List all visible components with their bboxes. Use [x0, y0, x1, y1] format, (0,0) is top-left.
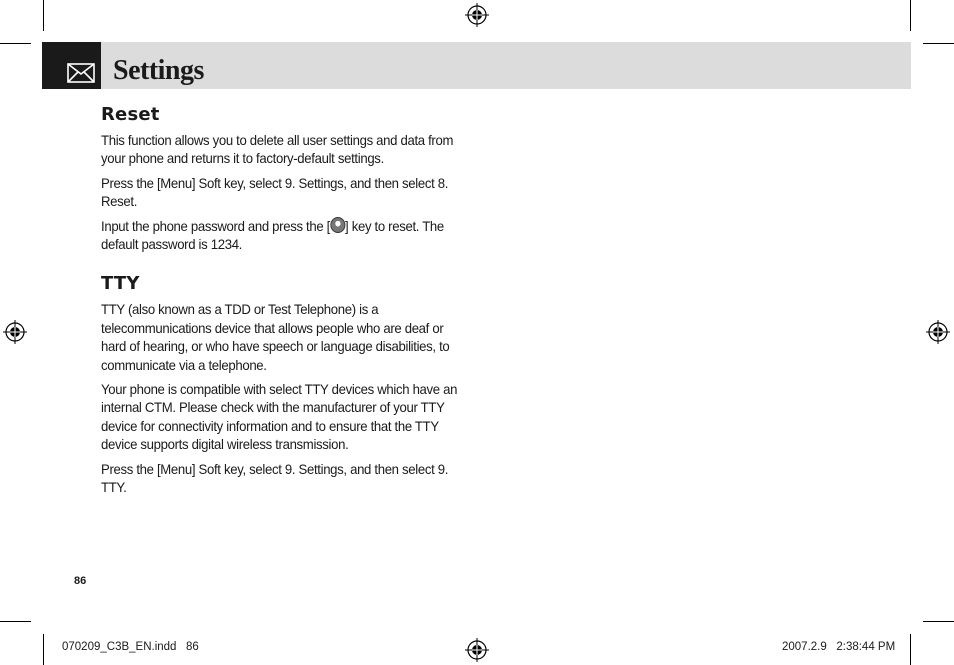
page-number: 86 [74, 575, 87, 587]
crop-mark [0, 621, 31, 622]
paragraph: Your phone is compatible with select TTY devices which have an internal CTM. Please check with the manufacturer of your TTY device for connectivity information and to ensure that the TTY device supports digital wireless transmission. [101, 381, 458, 453]
envelope-icon [67, 63, 95, 83]
crop-mark [43, 634, 44, 665]
paragraph-text: ] key to reset. The default password is 1234. [101, 217, 444, 253]
print-slug-timestamp: 2007.2.9 2:38:44 PM [782, 641, 896, 653]
paragraph: TTY (also known as a TDD or Test Telephone) is a telecommunications device that allows people who are deaf or hard of hearing, or who have speech or language disabilities, to communicate via a telephone. [101, 301, 450, 373]
paragraph: This function allows you to delete all user settings and data from your phone and returns it to factory-default settings. [101, 132, 454, 167]
crop-mark [910, 0, 911, 31]
paragraph: Press the [Menu] Soft key, select 9. Settings, and then select 8. Reset. [101, 174, 449, 210]
registration-mark-icon [926, 320, 950, 344]
section-heading: Reset [101, 104, 160, 125]
crop-mark [0, 43, 31, 44]
registration-mark-icon [3, 320, 27, 344]
section-tty [101, 273, 461, 496]
paragraph-text: Input the phone password and press the [ [101, 217, 331, 234]
section-heading: TTY [101, 273, 140, 295]
section-reset [101, 104, 461, 253]
crop-mark [923, 621, 954, 622]
ok-key-icon [330, 217, 345, 233]
paragraph: Press the [Menu] Soft key, select 9. Settings, and then select 9. TTY. [101, 460, 449, 496]
registration-mark-icon [465, 638, 489, 662]
paragraph-key-instruction [101, 217, 461, 254]
registration-mark-icon [465, 3, 489, 27]
header-icon-box [42, 42, 101, 89]
crop-mark [923, 43, 954, 44]
crop-mark [43, 0, 44, 31]
page-title: Settings [113, 55, 204, 86]
print-slug-filename: 070209_C3B_EN.indd 86 [62, 641, 199, 653]
content-column [101, 104, 461, 503]
crop-mark [910, 634, 911, 665]
